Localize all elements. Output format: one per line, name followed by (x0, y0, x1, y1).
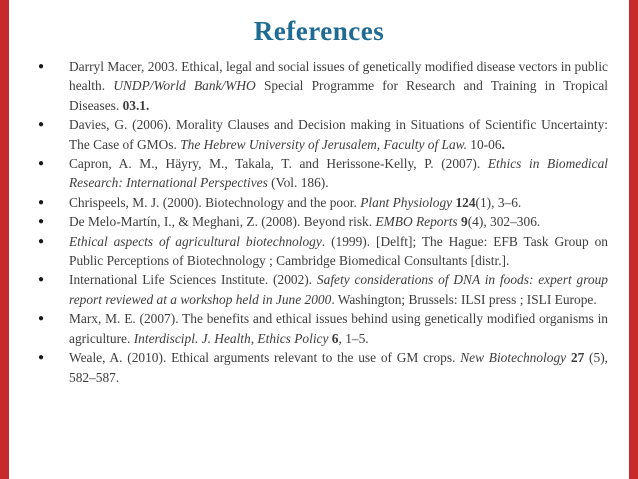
reference-text-segment: 10-06 (466, 136, 502, 152)
reference-text-segment: Special Programme for Research and Training in Tropical Diseases. (69, 78, 608, 113)
reference-text-segment: (Vol. 186). (267, 175, 329, 191)
reference-text-segment: (4), 302–306. (467, 214, 541, 230)
reference-text-segment: UNDP/World Bank/WHO (113, 78, 256, 94)
reference-text-segment: . Washington; Brussels: ILSI press ; ISLI Europe. (331, 291, 597, 307)
reference-item (36, 309, 608, 348)
reference-text-segment: Ethical aspects of agricultural biotechnology (69, 233, 322, 249)
reference-item (36, 212, 608, 231)
reference-text-segment: New Biotechnology (460, 350, 567, 366)
right-red-border (629, 0, 638, 479)
references-list (0, 57, 638, 387)
reference-item (36, 57, 608, 115)
reference-text-segment: 9 (461, 214, 468, 230)
reference-item (36, 270, 608, 309)
reference-item (36, 154, 608, 193)
reference-text-segment: International Life Sciences Institute. (2002). (69, 272, 317, 288)
reference-text-segment: . (1999). [Delft]; The Hague: EFB Task Group on Public Perceptions of Biotechnology ; Cambridge Biomedical Consultants [distr.]. (69, 233, 609, 269)
reference-text-segment: Capron, A. M., Häyry, M., Takala, T. and Herissone-Kelly, P. (2007). (69, 156, 488, 172)
reference-text-segment: De Melo-Martín, I., & Meghani, Z. (2008). Beyond risk. (69, 214, 376, 230)
reference-text-segment: Interdiscipl. J. Health, Ethics Policy (133, 330, 329, 346)
left-red-border (0, 0, 9, 479)
reference-text-segment: Safety considerations of DNA in foods: expert group report reviewed at a workshop held in June 2000 (69, 272, 608, 307)
reference-text-segment: 03.1. (122, 97, 150, 113)
reference-text-segment: Chrispeels, M. J. (2000). Biotechnology and the poor. (69, 194, 361, 210)
reference-item (36, 193, 608, 212)
reference-item (36, 115, 608, 154)
reference-text-segment: 6 (331, 330, 339, 346)
reference-text-segment: Darryl Macer, 2003. Ethical, legal and social issues of genetically modified disease vectors in public health. (69, 59, 608, 94)
reference-text-segment: 124 (455, 194, 476, 210)
reference-item (36, 348, 608, 387)
reference-text-segment: Davies, G. (2006). Morality Clauses and Decision making in Situations of Scientific Uncertainty: The Case of GMOs. (69, 117, 608, 152)
reference-text-segment: EMBO Reports (375, 214, 458, 230)
reference-text-segment: Ethics in Biomedical Research: International Perspectives (69, 156, 608, 191)
reference-text-segment: Weale, A. (2010). Ethical arguments relevant to the use of GM crops. (69, 350, 461, 366)
reference-text-segment: (5), 582–587. (69, 350, 609, 385)
reference-text-segment: . (501, 136, 505, 152)
reference-text-segment: Marx, M. E. (2007). The benefits and ethical issues behind using genetically modified organisms in agriculture. (69, 311, 608, 346)
reference-text-segment: The Hebrew University of Jerusalem, Faculty of Law. (180, 136, 467, 152)
reference-text-segment: , 1–5. (338, 330, 369, 346)
reference-item (36, 232, 608, 271)
reference-text-segment: 27 (570, 350, 585, 366)
reference-text-segment: (1), 3–6. (475, 194, 522, 210)
slide-title: References (253, 16, 385, 46)
reference-text-segment: Plant Physiology (360, 194, 453, 210)
